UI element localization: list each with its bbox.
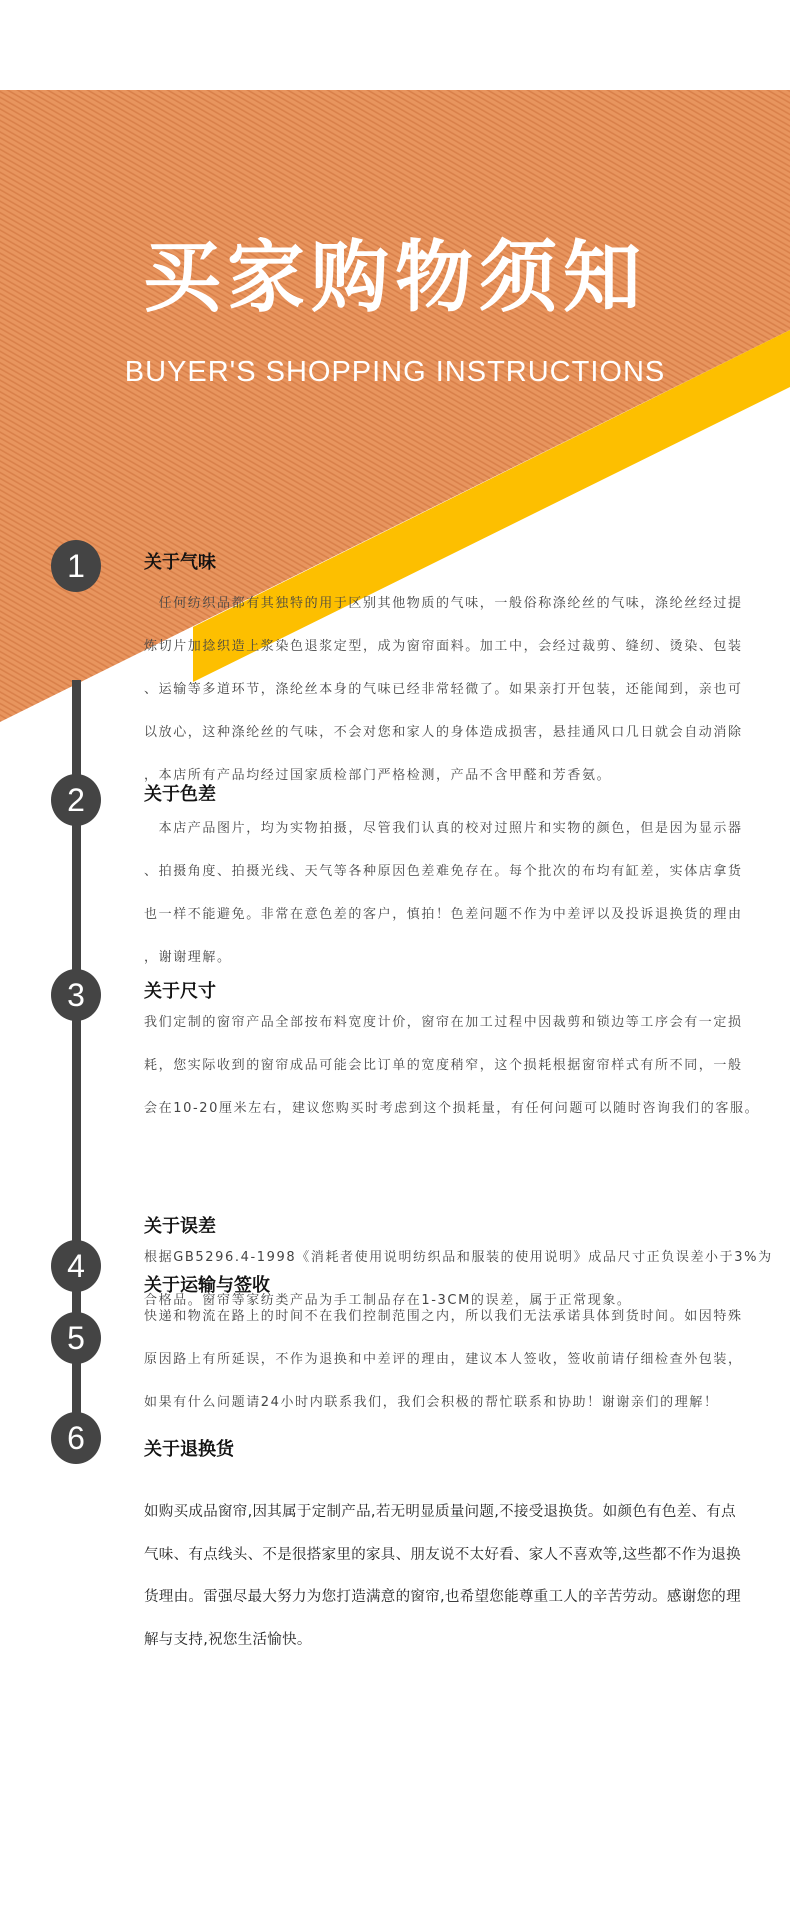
section-title: 关于尺寸 bbox=[144, 981, 216, 1002]
section-text-line: 、运输等多道环节，涤纶丝本身的气味已经非常轻微了。如果亲打开包装，还能闻到，亲也可 bbox=[144, 682, 743, 697]
step-number-badge: 4 bbox=[51, 1240, 101, 1292]
section-text-line: 任何纺织品都有其独特的用于区别其他物质的气味，一般俗称涤纶丝的气味，涤纶丝经过提 bbox=[144, 596, 743, 611]
section-text-line: 解与支持,祝您生活愉快。 bbox=[144, 1632, 312, 1648]
step-number-badge: 5 bbox=[51, 1312, 101, 1364]
section-text-line: 如果有什么问题请24小时内联系我们，我们会积极的帮忙联系和协助！谢谢亲们的理解！ bbox=[144, 1395, 719, 1410]
page-title: 买家购物须知 bbox=[142, 233, 647, 323]
step-number-badge: 6 bbox=[51, 1412, 101, 1464]
section-text-line: 本店产品图片，均为实物拍摄，尽管我们认真的校对过照片和实物的颜色，但是因为显示器 bbox=[144, 821, 743, 836]
section-title: 关于气味 bbox=[144, 552, 216, 573]
section-title: 关于退换货 bbox=[144, 1439, 234, 1460]
section-title: 关于误差 bbox=[144, 1216, 216, 1237]
section-text-line: 货理由。雷强尽最大努力为您打造满意的窗帘,也希望您能尊重工人的辛苦劳动。感谢您的理 bbox=[144, 1589, 741, 1605]
section-text-line: 如购买成品窗帘,因其属于定制产品,若无明显质量问题,不接受退换货。如颜色有色差、有点 bbox=[144, 1504, 736, 1520]
section-text-line: ，谢谢理解。 bbox=[144, 950, 232, 965]
section-text-line: ，本店所有产品均经过国家质检部门严格检测，产品不含甲醛和芳香氨。 bbox=[144, 768, 612, 783]
section-text-line: 合格品。窗帘等家纺类产品为手工制品存在1-3CM的误差，属于正常现象。 bbox=[144, 1293, 632, 1308]
section-text-line: 、拍摄角度、拍摄光线、天气等各种原因色差难免存在。每个批次的布均有缸差，实体店拿货 bbox=[144, 864, 743, 879]
section-title: 关于运输与签收 bbox=[144, 1275, 270, 1296]
section-text-line: 也一样不能避免。非常在意色差的客户，慎拍！色差问题不作为中差评以及投诉退换货的理由 bbox=[144, 907, 743, 922]
step-number-badge: 1 bbox=[51, 540, 101, 592]
section-text-line: 快递和物流在路上的时间不在我们控制范围之内，所以我们无法承诺具体到货时间。如因特殊 bbox=[144, 1309, 743, 1324]
step-number-badge: 2 bbox=[51, 774, 101, 826]
page-subtitle: BUYER'S SHOPPING INSTRUCTIONS bbox=[124, 356, 666, 388]
section-text-line: 我们定制的窗帘产品全部按布料宽度计价，窗帘在加工过程中因裁剪和锁边等工序会有一定损 bbox=[144, 1015, 743, 1030]
section-text-line: 以放心，这种涤纶丝的气味，不会对您和家人的身体造成损害，悬挂通风口几日就会自动消除 bbox=[144, 725, 743, 740]
section-title: 关于色差 bbox=[144, 784, 216, 805]
section-text-line: 耗，您实际收到的窗帘成品可能会比订单的宽度稍窄，这个损耗根据窗帘样式有所不同，一般 bbox=[144, 1058, 743, 1073]
section-text-line: 炼切片加捻织造上浆染色退浆定型，成为窗帘面料。加工中，会经过裁剪、缝纫、烫染、包装 bbox=[144, 639, 743, 654]
section-text-line: 原因路上有所延误，不作为退换和中差评的理由，建议本人签收，签收前请仔细检查外包装， bbox=[144, 1352, 743, 1367]
section-text-line: 会在10-20厘米左右，建议您购买时考虑到这个损耗量，有任何问题可以随时咨询我们的客服。 bbox=[144, 1101, 760, 1116]
step-number-badge: 3 bbox=[51, 969, 101, 1021]
section-text-line: 根据GB5296.4-1998《消耗者使用说明纺织品和服装的使用说明》成品尺寸正负误差小于3%为 bbox=[144, 1250, 773, 1265]
section-text-line: 气味、有点线头、不是很搭家里的家具、朋友说不太好看、家人不喜欢等,这些都不作为退换 bbox=[144, 1547, 741, 1563]
